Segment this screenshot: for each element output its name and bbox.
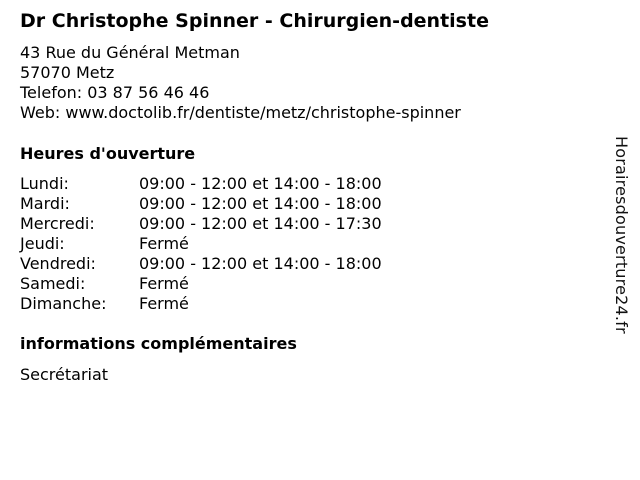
page-title: Dr Christophe Spinner - Chirurgien-dentiste [20, 10, 489, 32]
hours-value: Fermé [139, 234, 189, 253]
day-label: Mardi: [20, 194, 70, 213]
website-url: Web: www.doctolib.fr/dentiste/metz/christophe-spinner [20, 103, 461, 122]
hours-value: 09:00 - 12:00 et 14:00 - 18:00 [139, 254, 382, 273]
day-label: Mercredi: [20, 214, 95, 233]
hours-value: 09:00 - 12:00 et 14:00 - 18:00 [139, 174, 382, 193]
hours-value: Fermé [139, 294, 189, 313]
hours-value: 09:00 - 12:00 et 14:00 - 17:30 [139, 214, 382, 233]
address-block [20, 43, 461, 123]
hours-value: 09:00 - 12:00 et 14:00 - 18:00 [139, 194, 382, 213]
opening-hours-heading: Heures d'ouverture [20, 144, 196, 163]
additional-info-text: Secrétariat [20, 365, 109, 384]
site-watermark: Horairesdouverture24.fr [612, 136, 631, 334]
additional-info-heading: informations complémentaires [20, 334, 297, 353]
day-label: Dimanche: [20, 294, 107, 313]
day-label: Samedi: [20, 274, 86, 293]
day-label: Lundi: [20, 174, 69, 193]
phone-number: Telefon: 03 87 56 46 46 [20, 83, 210, 102]
city: 57070 Metz [20, 63, 115, 82]
day-label: Vendredi: [20, 254, 96, 273]
day-label: Jeudi: [20, 234, 65, 253]
street-address: 43 Rue du Général Metman [20, 43, 240, 62]
hours-value: Fermé [139, 274, 189, 293]
